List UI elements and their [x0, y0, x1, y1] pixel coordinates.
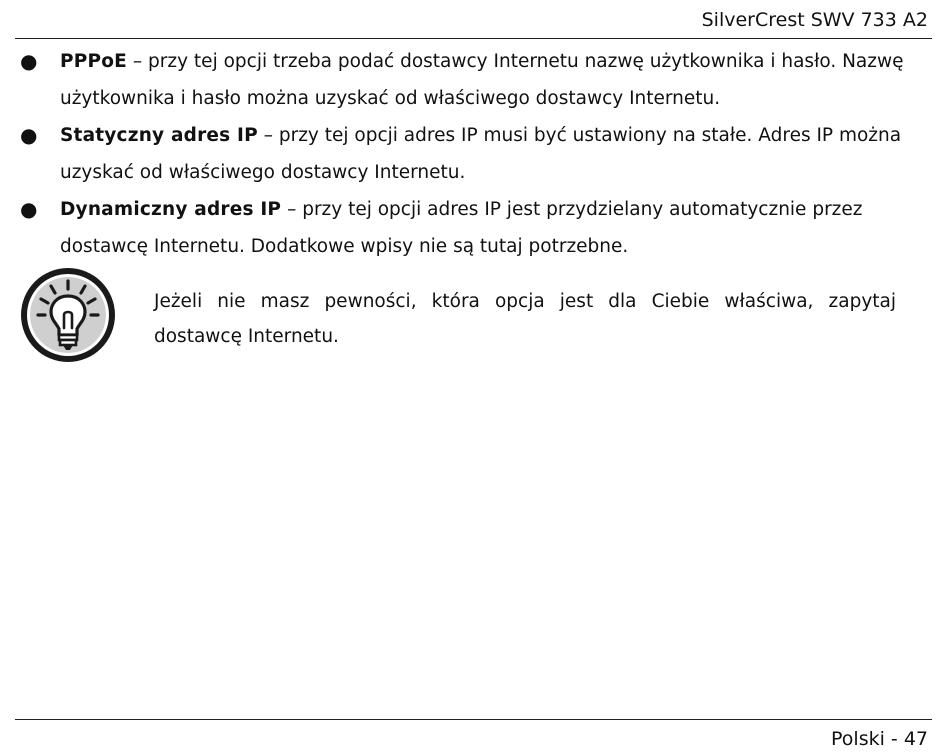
list-item-term: Statyczny adres IP: [60, 125, 258, 146]
list-item-dynamic-ip: [0, 191, 950, 265]
lightbulb-icon: [18, 265, 118, 365]
list-item-line: [60, 191, 890, 228]
bullet-icon: ●: [20, 123, 38, 147]
header-divider: [15, 38, 932, 39]
page-number: Polski - 47: [831, 728, 928, 750]
footer-divider: [15, 719, 932, 720]
list-item-pppoe: [0, 43, 950, 117]
list-item-static-ip: [0, 117, 950, 191]
list-item-line: [60, 117, 902, 154]
list-item-line: [60, 43, 904, 80]
bullet-icon: ●: [20, 197, 38, 221]
list-item-text: – przy tej opcji trzeba podać dostawcy Internetu nazwę użytkownika i hasło. Nazwę: [127, 51, 904, 72]
list-item-text: – przy tej opcji adres IP musi być ustawiony na stałe. Adres IP można: [257, 125, 902, 146]
tip-box: [18, 265, 932, 370]
list-item-continuation: dostawcę Internetu. Dodatkowe wpisy nie są tutaj potrzebne.: [60, 236, 629, 257]
list-item-continuation: uzyskać od właściwego dostawcy Internetu.: [60, 162, 466, 183]
list-item-term: Dynamiczny adres IP: [60, 199, 282, 220]
list-item-term: PPPoE: [60, 51, 128, 72]
list-item-continuation: użytkownika i hasło można uzyskać od właściwego dostawcy Internetu.: [60, 88, 721, 109]
connection-type-list: [0, 43, 950, 265]
tip-text: Jeżeli nie masz pewności, która opcja jest dla Ciebie właściwa, zapytaj dostawcę Internetu.: [154, 291, 896, 347]
list-item-text: – przy tej opcji adres IP jest przydzielany automatycznie przez: [281, 199, 863, 220]
document-header-title: SilverCrest SWV 733 A2: [701, 9, 928, 31]
bullet-icon: ●: [20, 49, 38, 73]
